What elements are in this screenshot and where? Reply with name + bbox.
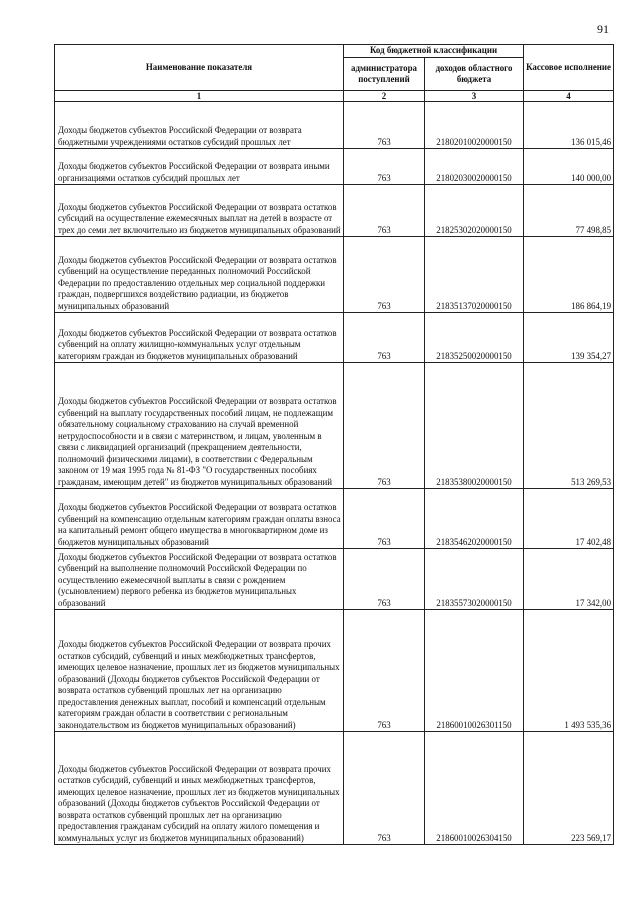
table-row [55,732,614,845]
row-name: Доходы бюджетов субъектов Российской Федерации от возврата иными организациями остатков субсидий прошлых лет [55,149,344,185]
row-code: 21835573020000150 [425,549,524,610]
row-amount: 17 402,48 [524,489,614,549]
row-amount: 223 569,17 [524,732,614,845]
row-admin: 763 [344,313,425,363]
table-row [55,313,614,363]
row-admin: 763 [344,185,425,237]
row-code: 21860010026301150 [425,610,524,732]
column-numbers-row [55,91,614,102]
row-code: 21835462020000150 [425,489,524,549]
row-code: 21860010026304150 [425,732,524,845]
row-amount: 17 342,00 [524,549,614,610]
header-name: Наименование показателя [55,45,344,91]
row-name: Доходы бюджетов субъектов Российской Федерации от возврата прочих остатков субсидий, субвенций и иных межбюджетных трансфертов, имеющих целевое назначение, прошлых лет из бюджетов муниципальных образований (Доходы бюджетов субъектов Российской Федерации от возврата остатков субвенций прошлых лет на организацию предоставления денежных выплат, пособий и компенсаций отдельным категориям граждан области в соответствии с региональным законодательством из бюджетов муниципальных образований) [55,610,344,732]
row-amount: 139 354,27 [524,313,614,363]
row-admin: 763 [344,102,425,149]
row-admin: 763 [344,732,425,845]
row-admin: 763 [344,549,425,610]
budget-table [54,44,614,845]
col-num: 1 [55,91,344,102]
row-name: Доходы бюджетов субъектов Российской Федерации от возврата бюджетными учреждениями остатков субсидий прошлых лет [55,102,344,149]
row-name: Доходы бюджетов субъектов Российской Федерации от возврата остатков субвенций на выплату государственных пособий лицам, не подлежащим обязательному социальному страхованию на случай временной нетрудоспособности и в связи с материнством, и лицам, уволенным в связи с ликвидацией организаций (прекращением деятельности, полномочий физическими лицами), в соответствии с Федеральным законом от 19 мая 1995 года № 81-ФЗ "О государственных пособиях гражданам, имеющим детей" из бюджетов муниципальных образований [55,363,344,489]
header-execution: Кассовое исполнение [524,45,614,91]
table-row [55,149,614,185]
row-amount: 77 498,85 [524,185,614,237]
row-name: Доходы бюджетов субъектов Российской Федерации от возврата остатков субвенций на оплату жилищно-коммунальных услуг отдельным категориям граждан из бюджетов муниципальных образований [55,313,344,363]
table-row [55,185,614,237]
row-admin: 763 [344,237,425,313]
row-name: Доходы бюджетов субъектов Российской Федерации от возврата остатков субвенций на компенсацию отдельным категориям граждан оплаты взноса на капитальный ремонт общего имущества в многоквартирном доме из бюджетов муниципальных образований [55,489,344,549]
table-row [55,610,614,732]
row-code: 21835137020000150 [425,237,524,313]
row-admin: 763 [344,363,425,489]
col-num: 3 [425,91,524,102]
header-income: доходов областного бюджета [425,58,524,91]
row-amount: 513 269,53 [524,363,614,489]
header-admin: администратора поступлений [344,58,425,91]
table-row [55,237,614,313]
row-name: Доходы бюджетов субъектов Российской Федерации от возврата остатков субсидий на осуществление ежемесячных выплат на детей в возрасте от трех до семи лет включительно из бюджетов муниципальных образований [55,185,344,237]
table-row [55,363,614,489]
col-num: 2 [344,91,425,102]
row-name: Доходы бюджетов субъектов Российской Федерации от возврата остатков субвенций на выполнение полномочий Российской Федерации по осуществлению ежемесячной выплаты в связи с рождением (усыновлением) первого ребенка из бюджетов муниципальных образований [55,549,344,610]
row-name: Доходы бюджетов субъектов Российской Федерации от возврата прочих остатков субсидий, субвенций и иных межбюджетных трансфертов, имеющих целевое назначение, прошлых лет из бюджетов муниципальных образований (Доходы бюджетов субъектов Российской Федерации от возврата остатков субвенций прошлых лет на организацию предоставления гражданам субсидий на оплату жилого помещения и коммунальных услуг из бюджетов муниципальных образований) [55,732,344,845]
col-num: 4 [524,91,614,102]
table-row [55,549,614,610]
row-code: 21835250020000150 [425,313,524,363]
row-name: Доходы бюджетов субъектов Российской Федерации от возврата остатков субвенций на осуществление переданных полномочий Российской Федерации по предоставлению отдельных мер социальной поддержки граждан, подвергшихся воздействию радиации, из бюджетов муниципальных образований [55,237,344,313]
row-admin: 763 [344,489,425,549]
row-amount: 186 864,19 [524,237,614,313]
page-number: 91 [597,22,609,36]
header-classification: Код бюджетной классификации [344,45,524,58]
row-code: 21835380020000150 [425,363,524,489]
table-row [55,102,614,149]
row-amount: 136 015,46 [524,102,614,149]
row-admin: 763 [344,149,425,185]
row-amount: 1 493 535,36 [524,610,614,732]
row-code: 21825302020000150 [425,185,524,237]
row-code: 21802030020000150 [425,149,524,185]
row-admin: 763 [344,610,425,732]
row-amount: 140 000,00 [524,149,614,185]
table-row [55,489,614,549]
row-code: 21802010020000150 [425,102,524,149]
